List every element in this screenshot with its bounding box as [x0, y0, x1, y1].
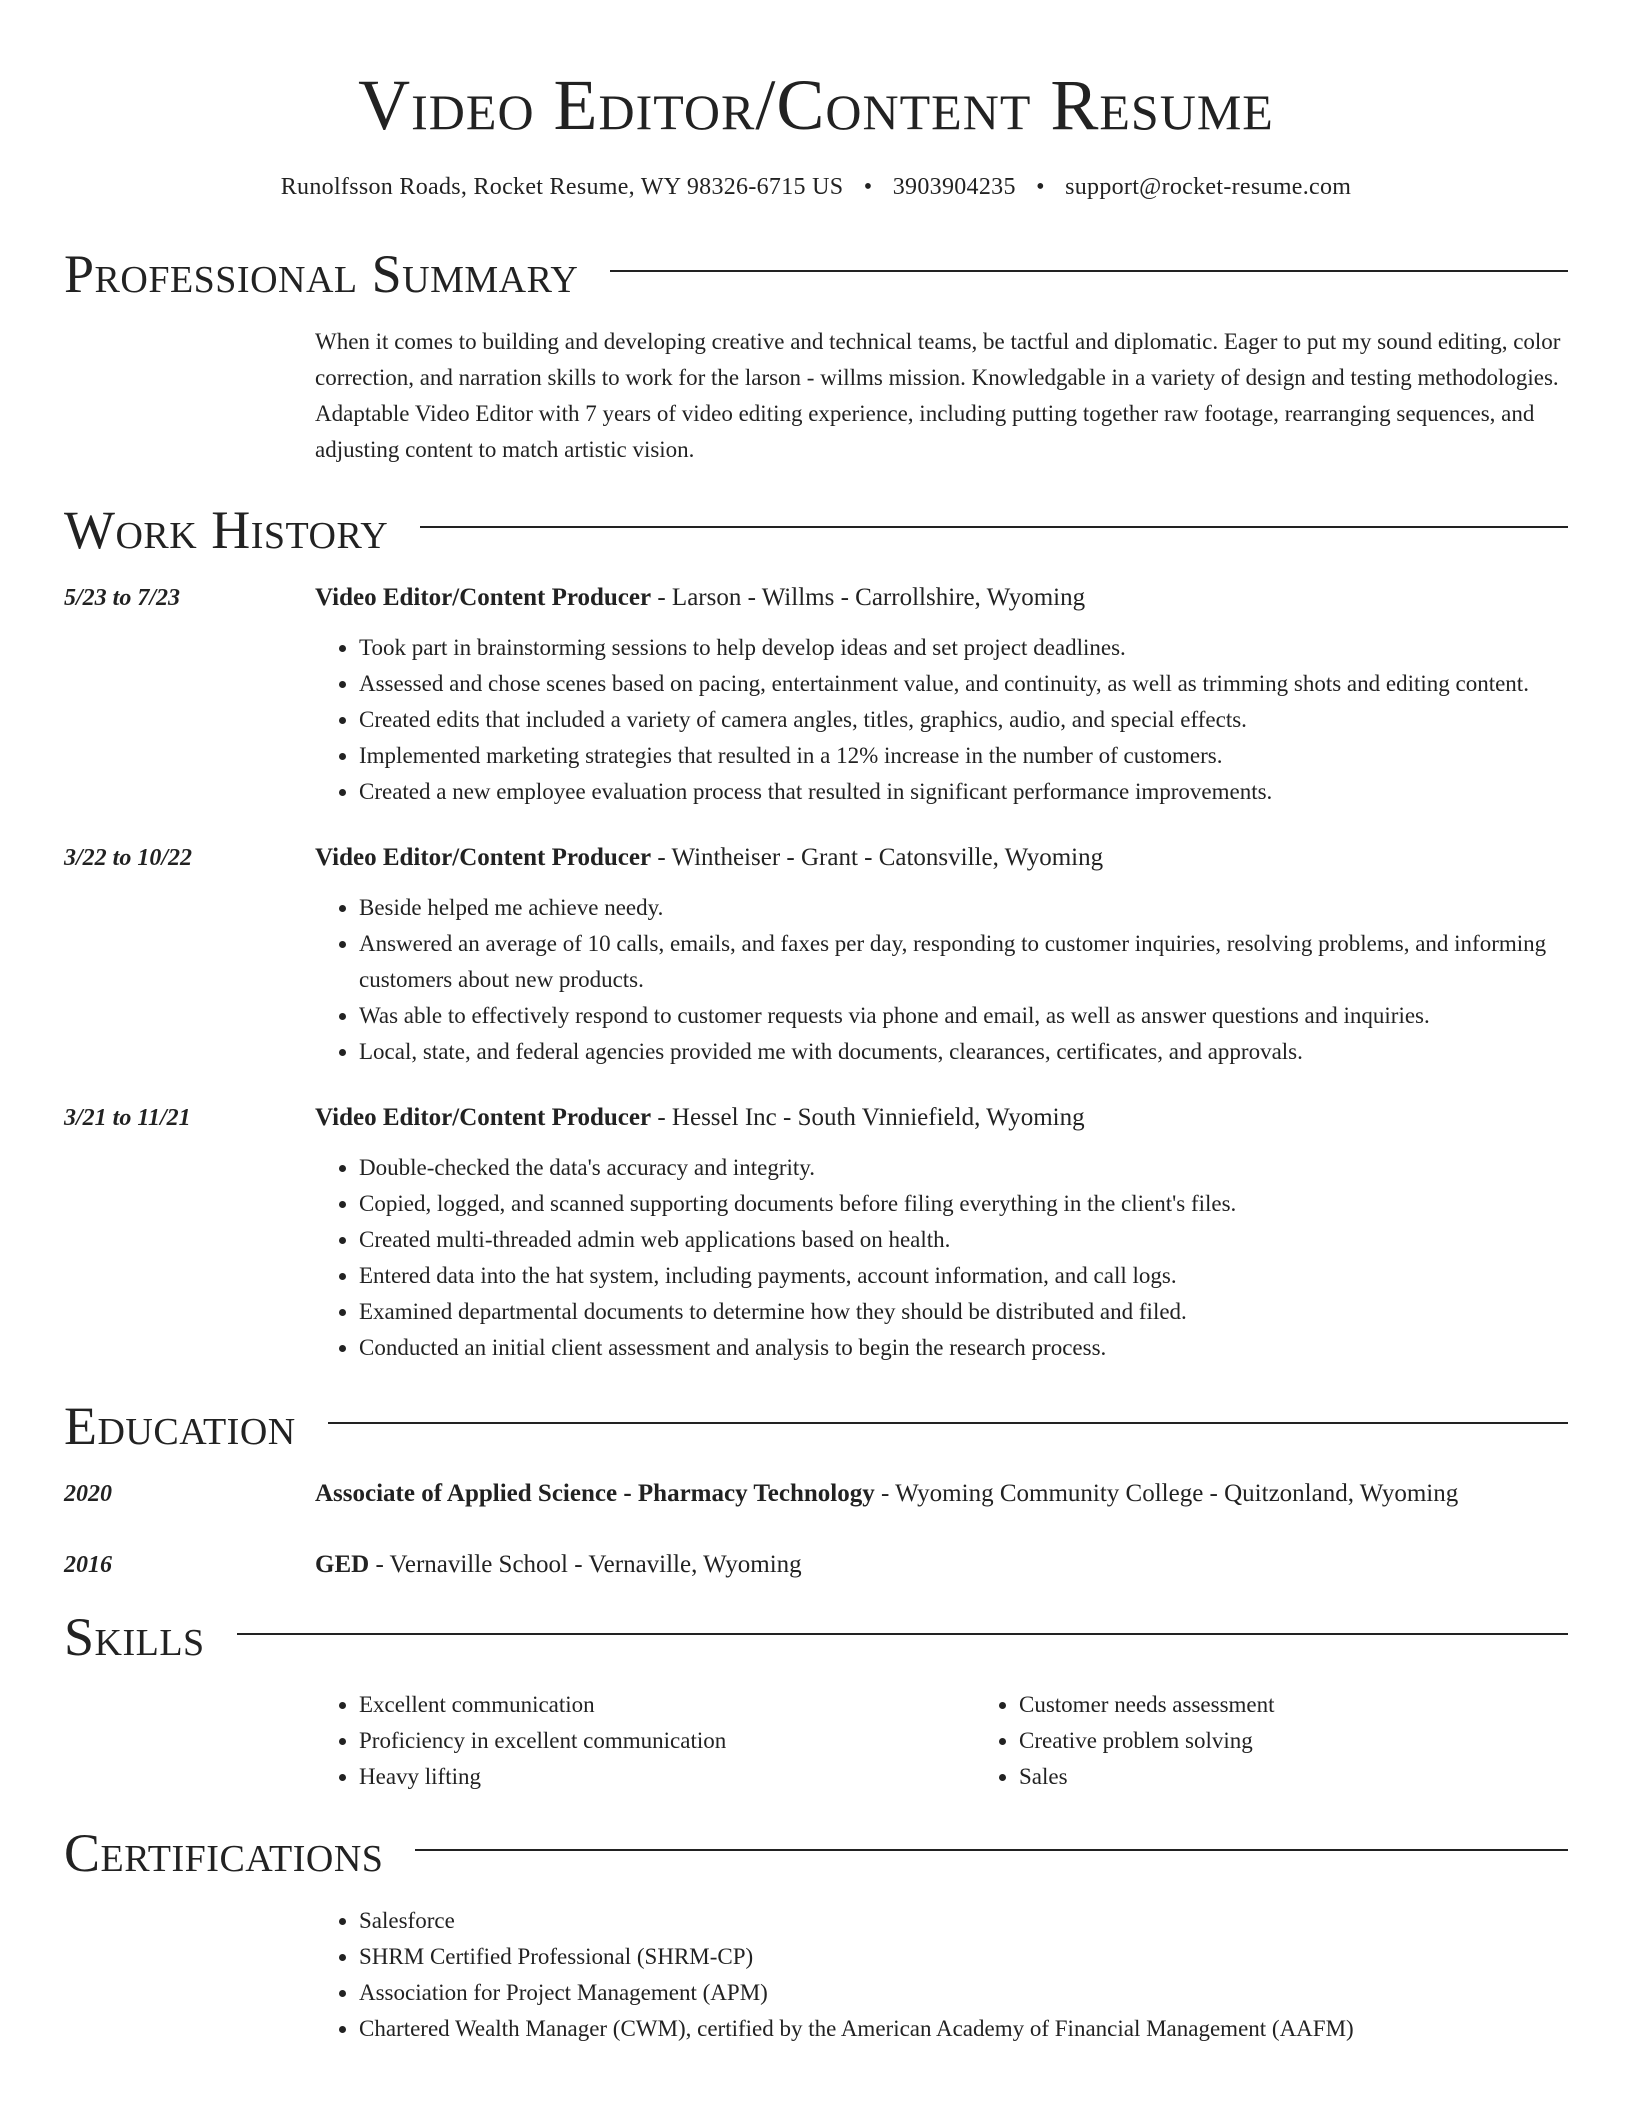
- email: support@rocket-resume.com: [1065, 174, 1352, 200]
- job-bullet: • Beside helped me achieve needy.: [359, 890, 1568, 926]
- certifications-section-header: [64, 1821, 1568, 1885]
- job-title: Video Editor/Content Producer: [315, 1104, 652, 1131]
- skill-item: • Excellent communication: [359, 1687, 975, 1723]
- job-details: [315, 840, 1568, 1070]
- job-bullet: • Created edits that included a variety of camera angles, titles, graphics, audio, and special effects.: [359, 702, 1568, 738]
- job-header: [315, 580, 1568, 616]
- certification-item: • Association for Project Management (APM): [359, 1975, 1568, 2011]
- education-school: - Vernaville School - Vernaville, Wyoming: [369, 1551, 802, 1578]
- job-bullets: [315, 890, 1568, 1070]
- job-bullets: [315, 630, 1568, 810]
- job-header: [315, 1100, 1568, 1136]
- section-divider: [420, 526, 1568, 528]
- job-bullet: • Took part in brainstorming sessions to help develop ideas and set project deadlines.: [359, 630, 1568, 666]
- job-dates: 3/22 to 10/22: [64, 845, 193, 871]
- summary-text: When it comes to building and developing creative and technical teams, be tactful and diplomatic. Eager to put my sound editing, color correction, and narration skills to work for the larson - willms mission. Knowledgable in a variety of design and testing methodologies. Adaptable Video Editor with 7 years of video editing experience, including putting together raw footage, rearranging sequences, and adjusting content to match artistic vision.: [315, 329, 1561, 462]
- job-bullet: • Local, state, and federal agencies provided me with documents, clearances, certificates, and approvals.: [359, 1034, 1568, 1070]
- job-bullet: • Created multi-threaded admin web applications based on health.: [359, 1222, 1568, 1258]
- job-details: [315, 1100, 1568, 1366]
- education-year: 2020: [64, 1481, 112, 1507]
- job-dates: 5/23 to 7/23: [64, 585, 181, 611]
- job-employer: - Larson - Willms - Carrollshire, Wyoming: [651, 584, 1086, 611]
- job-bullet: • Conducted an initial client assessment and analysis to begin the research process.: [359, 1330, 1568, 1366]
- education-school: - Wyoming Community College - Quitzonland, Wyoming: [874, 1480, 1459, 1507]
- certification-item: • SHRM Certified Professional (SHRM-CP): [359, 1939, 1568, 1975]
- job-employer: - Wintheiser - Grant - Catonsville, Wyoming: [651, 844, 1104, 871]
- certification-item: • Chartered Wealth Manager (CWM), certified by the American Academy of Financial Management (AAFM): [359, 2011, 1568, 2047]
- phone: 3903904235: [892, 174, 1016, 200]
- job-entry: [64, 580, 1568, 810]
- skill-item: • Sales: [1019, 1759, 1568, 1795]
- job-employer: - Hessel Inc - South Vinniefield, Wyoming: [651, 1104, 1085, 1131]
- skills-column-right: [975, 1687, 1568, 1795]
- job-bullet: • Was able to effectively respond to customer requests via phone and email, as well as answer questions and inquiries.: [359, 998, 1568, 1034]
- education-details: [315, 1547, 1568, 1583]
- skill-item: • Customer needs assessment: [1019, 1687, 1568, 1723]
- job-entry: [64, 840, 1568, 1070]
- job-entry: [64, 1100, 1568, 1366]
- job-bullet: • Implemented marketing strategies that resulted in a 12% increase in the number of customers.: [359, 738, 1568, 774]
- job-details: [315, 580, 1568, 810]
- work-heading: Work History: [64, 500, 389, 560]
- summary-section-header: [64, 242, 1568, 306]
- certifications-list: [315, 1903, 1568, 2047]
- job-title: Video Editor/Content Producer: [315, 844, 652, 871]
- certification-item: • Salesforce: [359, 1903, 1568, 1939]
- section-divider: [237, 1633, 1568, 1635]
- skill-item: • Proficiency in excellent communication: [359, 1723, 975, 1759]
- job-bullet: • Created a new employee evaluation process that resulted in significant performance improvements.: [359, 774, 1568, 810]
- education-section-header: [64, 1394, 1568, 1458]
- job-bullet: • Answered an average of 10 calls, emails, and faxes per day, responding to customer inquiries, resolving problems, and informing customers about new products.: [359, 926, 1568, 998]
- section-divider: [328, 1422, 1568, 1424]
- skills-column-left: [315, 1687, 975, 1795]
- certifications-bullets: [315, 1903, 1568, 2047]
- section-divider: [415, 1849, 1568, 1851]
- contact-line: [64, 172, 1568, 202]
- job-dates: 3/21 to 11/21: [64, 1105, 191, 1131]
- certifications-heading: Certifications: [64, 1823, 384, 1883]
- job-title: Video Editor/Content Producer: [315, 584, 652, 611]
- separator-dot: •: [1036, 174, 1045, 200]
- education-entry: [64, 1476, 1568, 1512]
- education-year: 2016: [64, 1552, 112, 1578]
- address: Runolfsson Roads, Rocket Resume, WY 98326-6715 US: [280, 174, 844, 200]
- section-divider: [610, 270, 1568, 272]
- resume-title: Video Editor/Content Resume: [358, 65, 1274, 145]
- job-bullets: [315, 1150, 1568, 1366]
- job-bullet: • Copied, logged, and scanned supporting documents before filing everything in the client's files.: [359, 1186, 1568, 1222]
- education-heading: Education: [64, 1396, 296, 1456]
- job-bullet: • Assessed and chose scenes based on pacing, entertainment value, and continuity, as well as trimming shots and editing content.: [359, 666, 1568, 702]
- skills-heading: Skills: [64, 1607, 205, 1667]
- education-degree: Associate of Applied Science - Pharmacy Technology: [315, 1480, 875, 1507]
- job-bullet: • Examined departmental documents to determine how they should be distributed and filed.: [359, 1294, 1568, 1330]
- skills-list: [315, 1687, 1568, 1795]
- job-header: [315, 840, 1568, 876]
- job-bullet: • Double-checked the data's accuracy and integrity.: [359, 1150, 1568, 1186]
- education-details: [315, 1476, 1568, 1512]
- skill-item: • Heavy lifting: [359, 1759, 975, 1795]
- separator-dot: •: [863, 174, 873, 200]
- work-section-header: [64, 498, 1568, 562]
- skill-item: • Creative problem solving: [1019, 1723, 1568, 1759]
- skills-section-header: [64, 1605, 1568, 1669]
- job-bullet: • Entered data into the hat system, including payments, account information, and call logs.: [359, 1258, 1568, 1294]
- summary-heading: Professional Summary: [64, 244, 579, 304]
- education-degree: GED: [315, 1551, 370, 1578]
- education-entry: [64, 1547, 1568, 1583]
